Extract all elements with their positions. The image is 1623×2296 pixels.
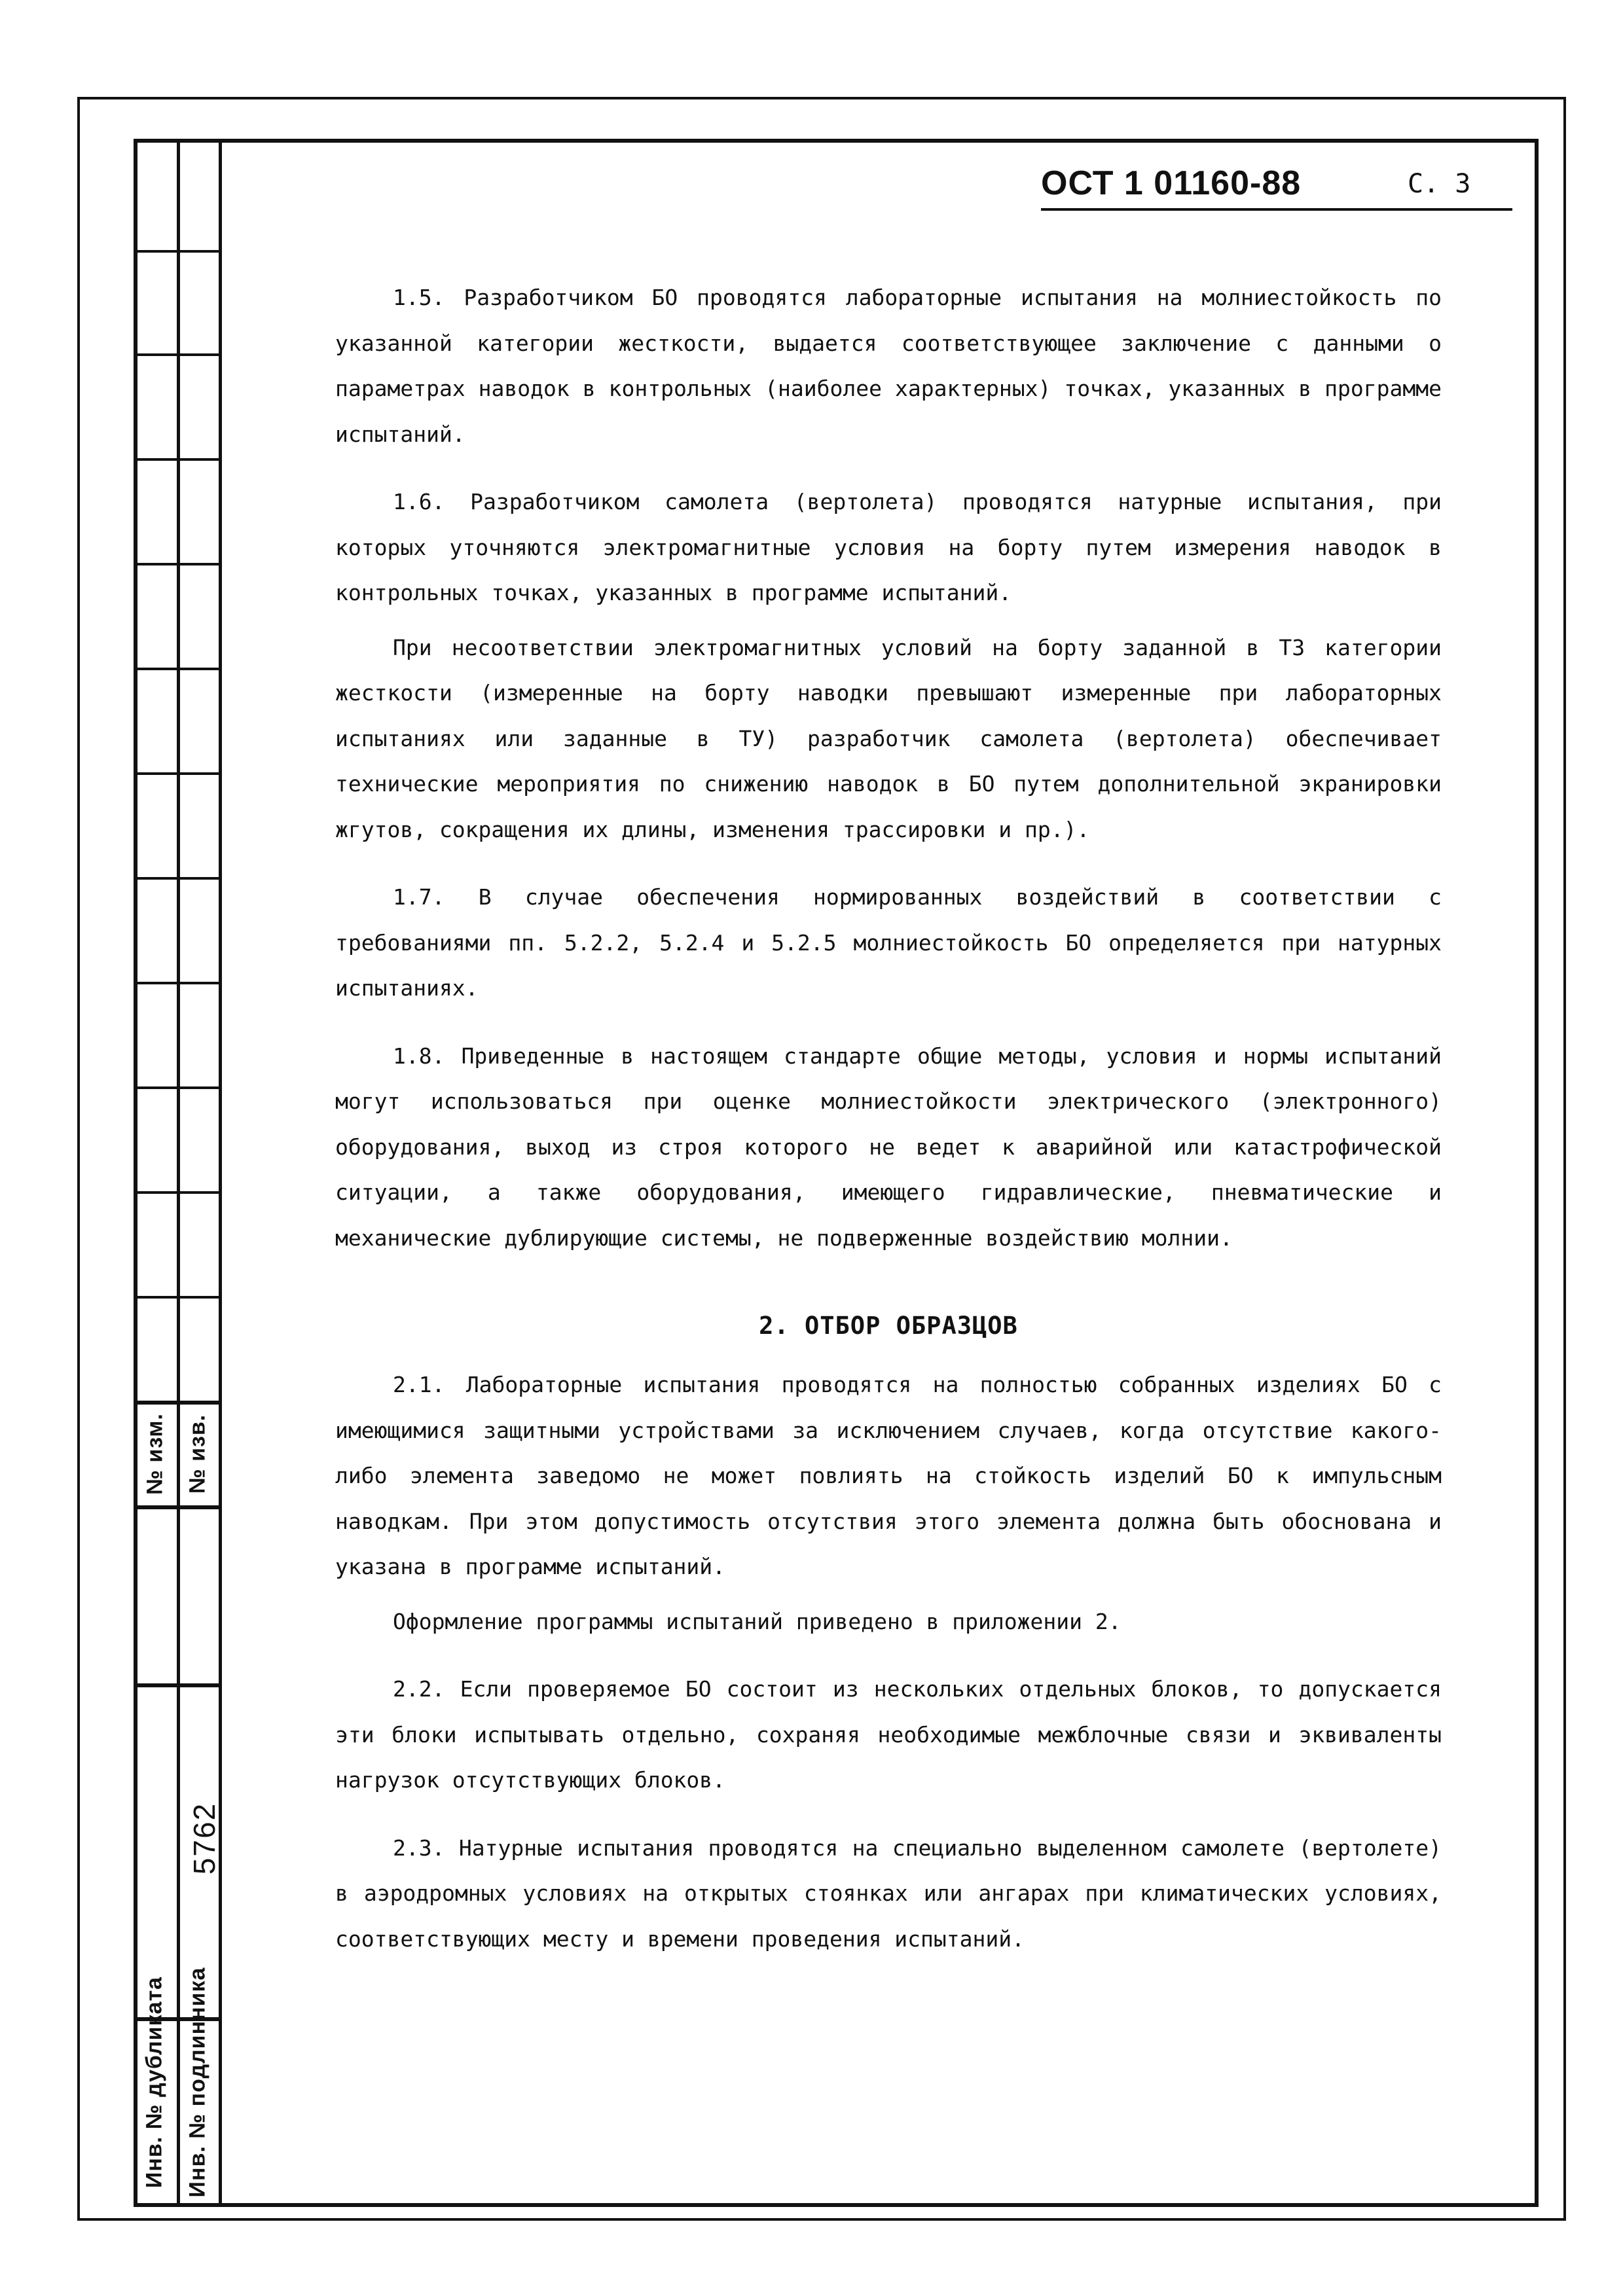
label-inv-original: Инв. № подлинника <box>185 1967 210 2198</box>
strip-cell-line <box>134 563 222 565</box>
paragraph-1-8: 1.8. Приведенные в настоящем стандарте общие методы, условия и нормы испытаний могут использоваться при оценке молниестойкости электрического (электронного) оборудования, выход из строя которого не ведет к аварийной или катастрофической ситуации, а также оборудования, имеющего гидравлические, пневматические и механические дублирующие системы, не подверженные воздействию молнии. <box>335 1043 1442 1251</box>
paragraph-1-6: 1.6. Разработчиком самолета (вертолета) проводятся натурные испытания, при которых уточняются электромагнитные условия на борту путем измерения наводок в контрольных точках, указанных в программе испытаний. <box>335 489 1442 605</box>
paragraph-1-7: 1.7. В случае обеспечения нормированных воздействий в соответствии с требованиями пп. 5.2.2, 5.2.4 и 5.2.5 молниестойкость БО определяется при натурных испытаниях. <box>335 884 1442 1001</box>
strip-right-edge <box>219 139 222 2207</box>
strip-cell-line <box>134 250 222 253</box>
strip-cell-line <box>134 877 222 880</box>
strip-cell-line <box>134 668 222 670</box>
strip-cell-line <box>134 1296 222 1299</box>
strip-cell-line <box>134 353 222 356</box>
document-code: ОСТ 1 01160-88 <box>1041 164 1302 202</box>
strip-cell-line <box>134 458 222 461</box>
label-no-izv: № изв. <box>185 1414 210 1494</box>
strip-cell-line <box>134 1683 222 1687</box>
paragraph-1-6-continued: При несоответствии электромагнитных условий на борту заданной в ТЗ категории жесткости (измеренные на борту наводки превышают измеренные при лабораторных испытаниях или заданные в ТУ) разработчик самолета (вертолета) обеспечивает технические мероприятия по снижению наводок в БО путем дополнительной экранировки жгутов, сокращения их длины, изменения трассировки и пр.). <box>335 634 1442 842</box>
label-no-izm: № изм. <box>142 1413 168 1495</box>
header-underline <box>1041 208 1512 211</box>
strip-divider <box>177 139 180 2207</box>
section-2-title: 2. ОТБОР ОБРАЗЦОВ <box>759 1312 1018 1340</box>
strip-cell-line <box>134 1401 222 1405</box>
paragraph-2-1-continued: Оформление программы испытаний приведено в приложении 2. <box>393 1608 1122 1634</box>
page-number: С. 3 <box>1408 169 1471 199</box>
strip-cell-line <box>134 772 222 775</box>
paragraph-1-5: 1.5. Разработчиком БО проводятся лабораторные испытания на молниестойкость по указанной категории жесткости, выдается соответствующее заключение с данными о параметрах наводок в контрольных (наиболее характерных) точках, указанных в программе испытаний. <box>335 285 1442 447</box>
strip-cell-line <box>134 1505 222 1509</box>
paragraph-2-3: 2.3. Натурные испытания проводятся на специально выделенном самолете (вертолете) в аэродромных условиях на открытых стоянках или ангарах при климатических условиях, соответствующих месту и времени проведения испытаний. <box>335 1835 1442 1952</box>
label-inv-duplicate: Инв. № дубликата <box>141 1976 167 2189</box>
document-body <box>335 275 1442 2042</box>
strip-cell-line <box>134 1086 222 1089</box>
paragraph-2-2: 2.2. Если проверяемое БО состоит из нескольких отдельных блоков, то допускается эти блоки испытывать отдельно, сохраняя необходимые межблочные связи и эквиваленты нагрузок отсутствующих блоков. <box>335 1676 1442 1793</box>
strip-cell-line <box>134 1191 222 1194</box>
paragraph-2-1: 2.1. Лабораторные испытания проводятся на полностью собранных изделиях БО с имеющимися защитными устройствами за исключением случаев, когда отсутствие какого-либо элемента заведомо не может повлиять на стойкость изделий БО к импульсным наводкам. При этом допустимость отсутствия этого элемента должна быть обоснована и указана в программе испытаний. <box>335 1372 1442 1579</box>
left-margin-strip <box>134 139 222 2207</box>
page-header <box>1041 164 1512 209</box>
inventory-number: 5762 <box>187 1802 221 1875</box>
strip-cell-line <box>134 982 222 984</box>
